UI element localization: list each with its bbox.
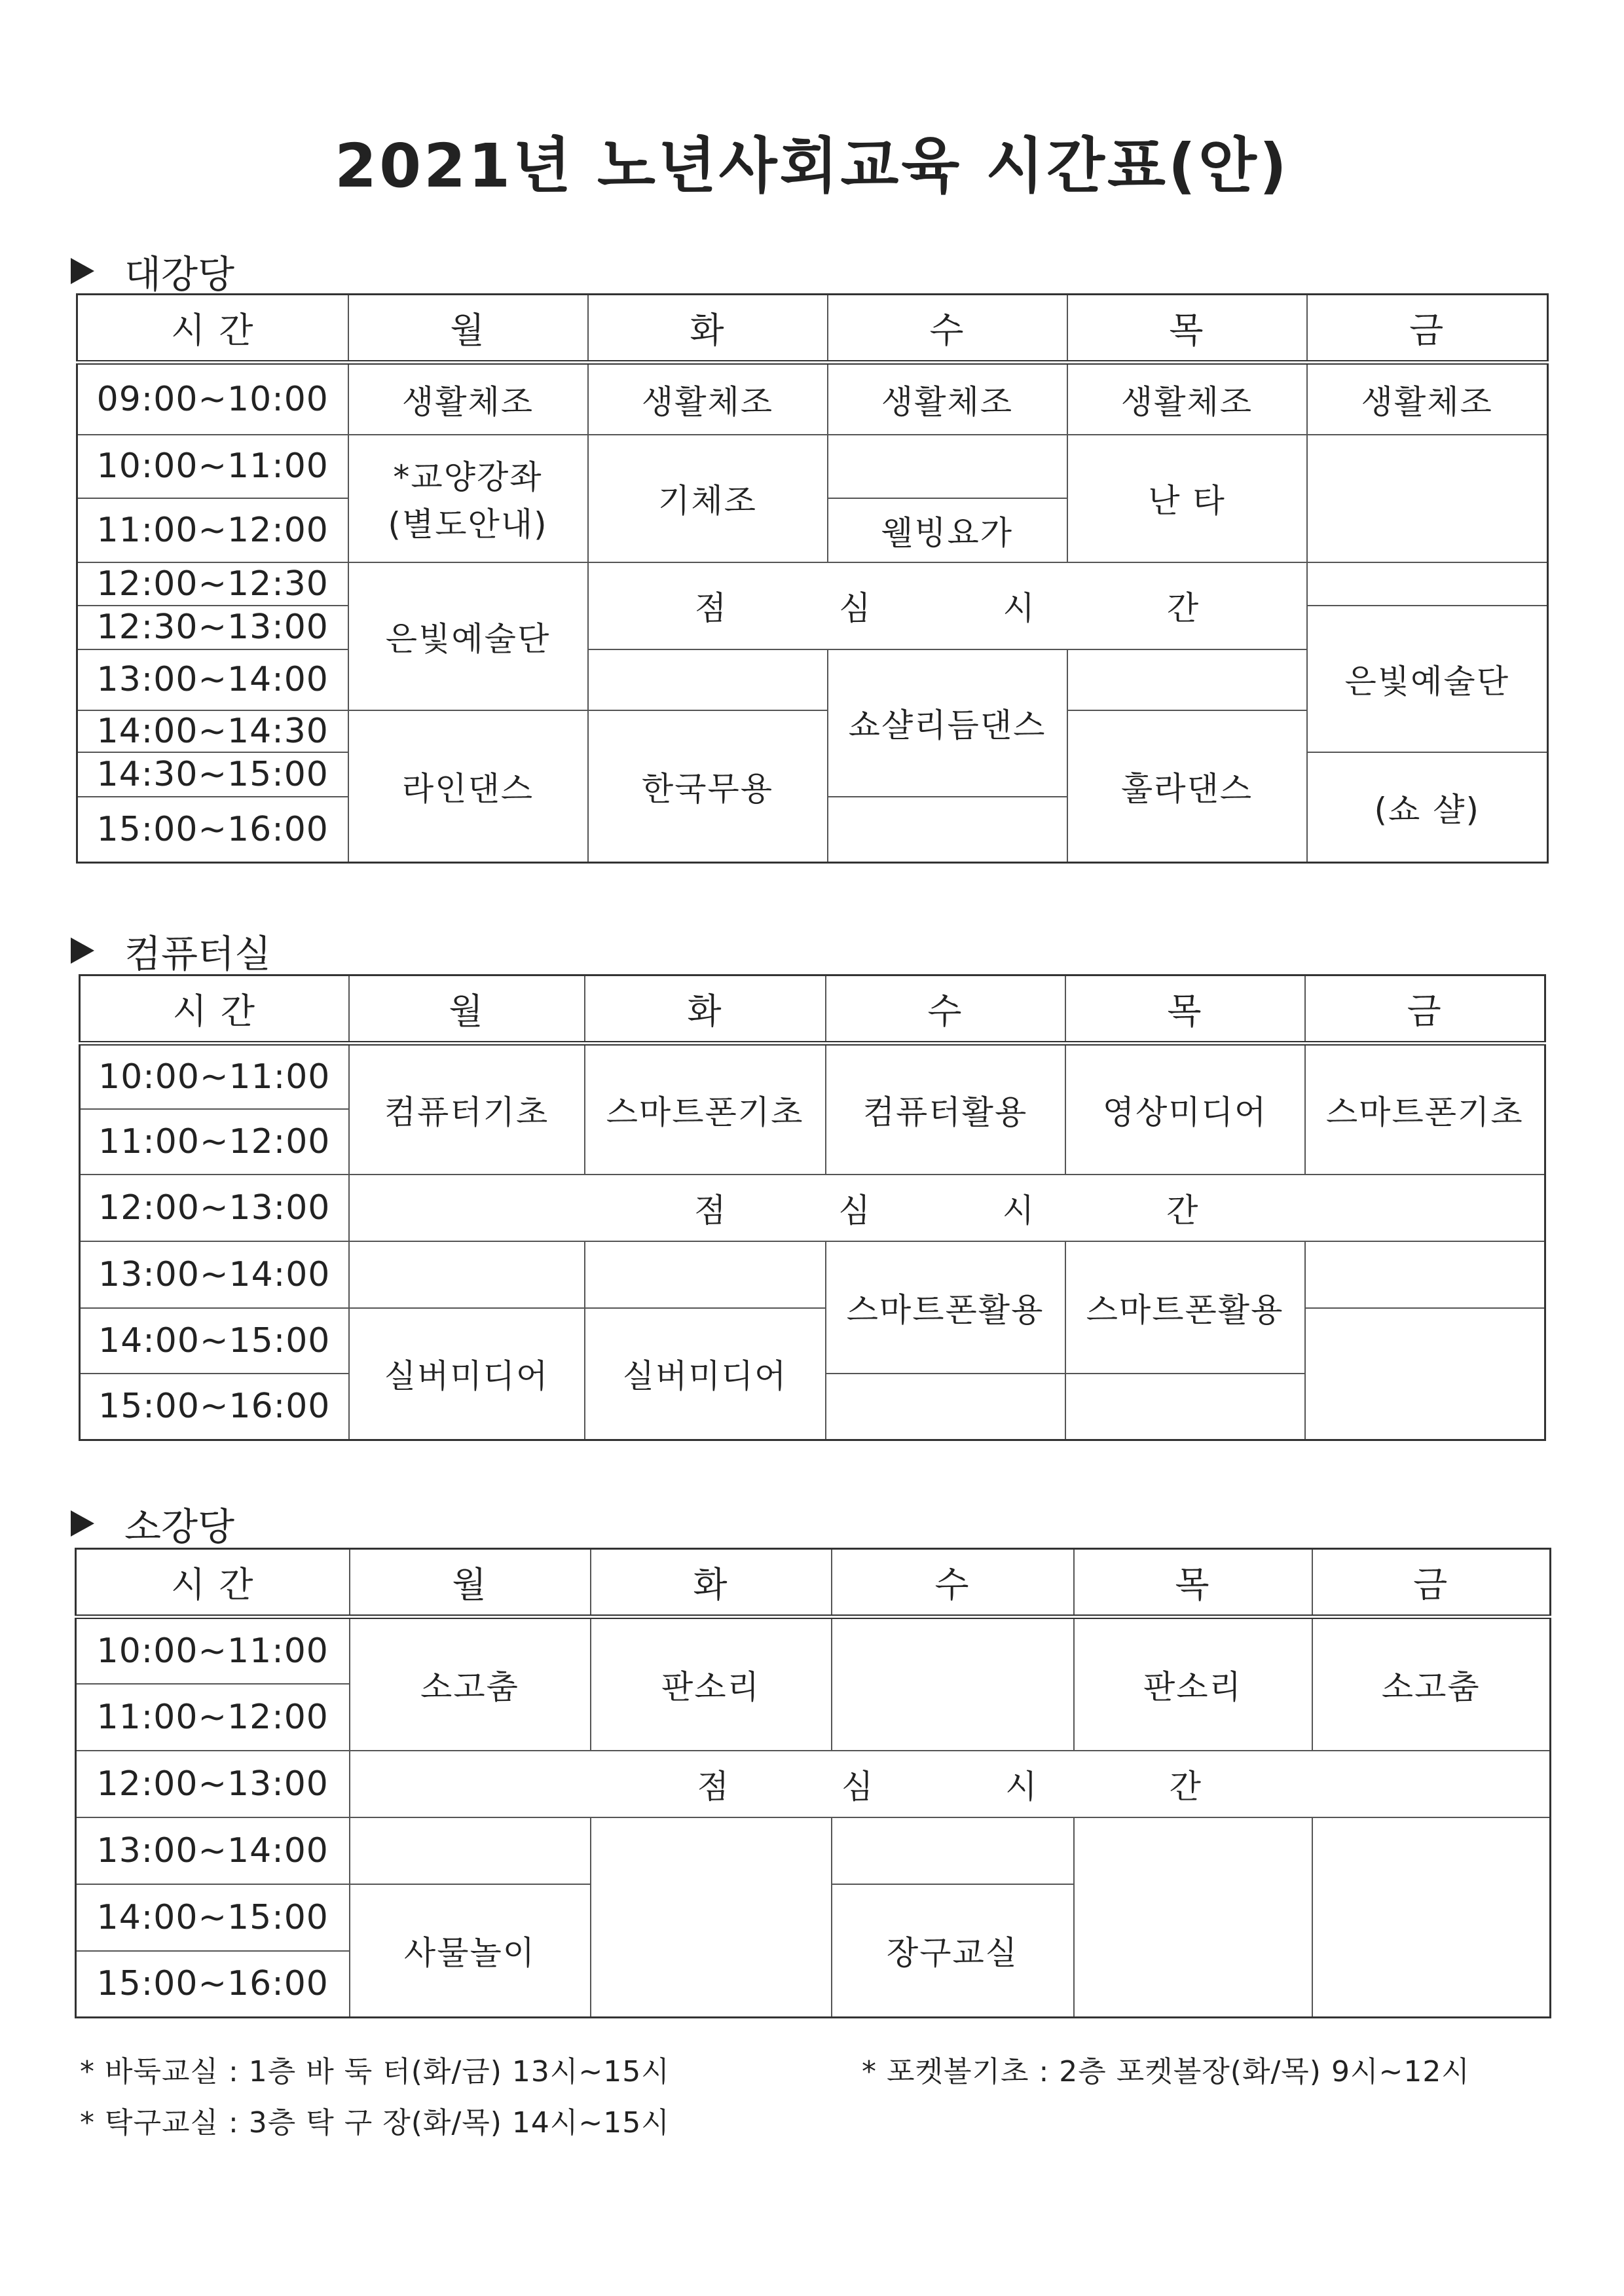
table-header-row	[76, 1549, 1551, 1617]
class-cell: 스마트폰활용	[1065, 1241, 1305, 1374]
timetable-small	[75, 1548, 1551, 2018]
lunch-char: 시	[1005, 1767, 1039, 1806]
class-cell: 컴퓨터활용	[826, 1044, 1065, 1175]
lunch-cell	[588, 562, 1307, 649]
class-cell: 스마트폰기초	[585, 1044, 826, 1175]
table-row	[77, 562, 1548, 606]
time-cell: 10:00~11:00	[76, 1617, 350, 1684]
empty-cell	[1305, 1241, 1545, 1308]
lunch-char: 점	[697, 1767, 730, 1806]
lunch-char: 심	[841, 1767, 875, 1806]
empty-cell	[826, 1374, 1065, 1440]
class-cell: 난 타	[1067, 435, 1307, 562]
table-row	[77, 435, 1548, 498]
section-heading-hall	[71, 244, 234, 299]
class-cell: 실버미디어	[349, 1308, 585, 1440]
table-row	[76, 1751, 1551, 1817]
empty-cell	[591, 1817, 832, 2018]
lunch-char: 시	[1003, 589, 1036, 627]
class-cell: 장구교실	[832, 1884, 1074, 2018]
time-cell: 15:00~16:00	[77, 797, 348, 863]
time-cell: 11:00~12:00	[76, 1684, 350, 1751]
section-title: 컴퓨터실	[124, 932, 272, 976]
header-tue: 화	[588, 295, 828, 363]
header-thu: 목	[1074, 1549, 1312, 1617]
time-cell: 12:30~13:00	[77, 606, 348, 649]
class-cell: 판소리	[591, 1617, 832, 1751]
empty-cell	[585, 1241, 826, 1308]
table-header-row	[77, 295, 1548, 363]
class-cell: 컴퓨터기초	[349, 1044, 585, 1175]
header-mon: 월	[348, 295, 588, 363]
time-cell: 13:00~14:00	[80, 1241, 349, 1308]
time-cell: 12:00~12:30	[77, 562, 348, 606]
time-cell: 15:00~16:00	[76, 1951, 350, 2018]
empty-cell	[1305, 1308, 1545, 1440]
time-cell: 09:00~10:00	[77, 363, 348, 435]
time-cell: 15:00~16:00	[80, 1374, 349, 1440]
empty-cell	[832, 1817, 1074, 1884]
empty-cell	[588, 649, 828, 710]
time-cell: 10:00~11:00	[77, 435, 348, 498]
triangle-bullet-icon	[71, 1510, 94, 1537]
table-row	[80, 1241, 1545, 1308]
header-wed: 수	[826, 975, 1065, 1044]
lunch-char: 심	[839, 589, 872, 627]
class-cell: 기체조	[588, 435, 828, 562]
header-tue: 화	[591, 1549, 832, 1617]
class-name: *교양강좌	[393, 458, 543, 496]
table-row	[80, 1175, 1545, 1241]
lunch-char: 시	[1002, 1191, 1036, 1230]
header-fri: 금	[1312, 1549, 1551, 1617]
time-cell: 14:00~15:00	[80, 1308, 349, 1374]
triangle-bullet-icon	[71, 938, 94, 964]
section-title: 소강당	[124, 1504, 235, 1549]
class-cell: 라인댄스	[348, 710, 588, 863]
empty-cell	[1307, 562, 1548, 606]
empty-cell	[1067, 649, 1307, 710]
class-cell: 생활체조	[588, 363, 828, 435]
header-fri: 금	[1307, 295, 1548, 363]
section-title: 대강당	[124, 252, 235, 297]
table-row	[77, 363, 1548, 435]
time-cell: 14:00~15:00	[76, 1884, 350, 1951]
header-wed: 수	[828, 295, 1067, 363]
class-cell: 쇼샬리듬댄스	[828, 649, 1067, 797]
class-cell: 웰빙요가	[828, 498, 1067, 562]
time-cell: 10:00~11:00	[80, 1044, 349, 1109]
class-cell: 생활체조	[1307, 363, 1548, 435]
time-cell: 12:00~13:00	[80, 1175, 349, 1241]
header-wed: 수	[832, 1549, 1074, 1617]
header-thu: 목	[1067, 295, 1307, 363]
class-cell: (쇼 샬)	[1307, 752, 1548, 863]
class-cell: 은빛예술단	[348, 562, 588, 710]
empty-cell	[350, 1817, 591, 1884]
class-cell: 소고춤	[1312, 1617, 1551, 1751]
empty-cell	[1307, 435, 1548, 562]
class-note: (별도안내)	[388, 505, 548, 543]
time-cell: 11:00~12:00	[77, 498, 348, 562]
class-cell: 생활체조	[828, 363, 1067, 435]
class-cell: 판소리	[1074, 1617, 1312, 1751]
class-cell: 스마트폰활용	[826, 1241, 1065, 1374]
time-cell: 14:30~15:00	[77, 752, 348, 797]
header-mon: 월	[349, 975, 585, 1044]
lunch-char: 심	[838, 1191, 872, 1230]
lunch-cell	[350, 1751, 1551, 1817]
section-heading-small	[71, 1496, 234, 1551]
header-thu: 목	[1065, 975, 1305, 1044]
empty-cell	[1065, 1374, 1305, 1440]
table-row	[80, 1308, 1545, 1374]
time-cell: 13:00~14:00	[76, 1817, 350, 1884]
empty-cell	[828, 435, 1067, 498]
time-cell: 11:00~12:00	[80, 1109, 349, 1175]
class-cell: 소고춤	[350, 1617, 591, 1751]
table-row	[76, 1817, 1551, 1884]
empty-cell	[349, 1241, 585, 1308]
header-time: 시 간	[80, 975, 349, 1044]
table-row	[80, 1044, 1545, 1109]
lunch-cell	[349, 1175, 1545, 1241]
header-time: 시 간	[76, 1549, 350, 1617]
empty-cell	[1312, 1817, 1551, 2018]
class-cell: 사물놀이	[350, 1884, 591, 2018]
class-cell: 영상미디어	[1065, 1044, 1305, 1175]
timetable-hall	[76, 293, 1549, 864]
time-cell: 14:00~14:30	[77, 710, 348, 752]
section-heading-computer	[71, 923, 271, 978]
class-cell: 실버미디어	[585, 1308, 826, 1440]
time-cell: 12:00~13:00	[76, 1751, 350, 1817]
note-pocketball: * 포켓볼기초 : 2층 포켓볼장(화/목) 9시~12시	[862, 2055, 1470, 2088]
class-cell: 생활체조	[1067, 363, 1307, 435]
empty-cell	[828, 797, 1067, 863]
class-cell	[348, 435, 588, 562]
header-time: 시 간	[77, 295, 348, 363]
triangle-bullet-icon	[71, 258, 94, 284]
table-header-row	[80, 975, 1545, 1044]
class-cell: 스마트폰기초	[1305, 1044, 1545, 1175]
table-row	[76, 1617, 1551, 1684]
class-cell: 한국무용	[588, 710, 828, 863]
page-title: 2021년 노년사회교육 시간표(안)	[335, 131, 1289, 201]
timetable-computer	[79, 974, 1546, 1441]
class-cell: 생활체조	[348, 363, 588, 435]
lunch-char: 점	[694, 1191, 728, 1230]
empty-cell	[832, 1617, 1074, 1751]
class-cell: 훌라댄스	[1067, 710, 1307, 863]
lunch-char: 간	[1166, 589, 1200, 627]
empty-cell	[1074, 1817, 1312, 2018]
note-table-tennis: * 탁구교실 : 3층 탁 구 장(화/목) 14시~15시	[80, 2106, 670, 2140]
lunch-char: 점	[694, 589, 728, 627]
lunch-char: 간	[1166, 1191, 1200, 1230]
class-cell: 은빛예술단	[1307, 606, 1548, 752]
header-tue: 화	[585, 975, 826, 1044]
time-cell: 13:00~14:00	[77, 649, 348, 710]
header-fri: 금	[1305, 975, 1545, 1044]
header-mon: 월	[350, 1549, 591, 1617]
note-baduk: * 바둑교실 : 1층 바 둑 터(화/금) 13시~15시	[80, 2055, 670, 2088]
lunch-char: 간	[1169, 1767, 1202, 1806]
